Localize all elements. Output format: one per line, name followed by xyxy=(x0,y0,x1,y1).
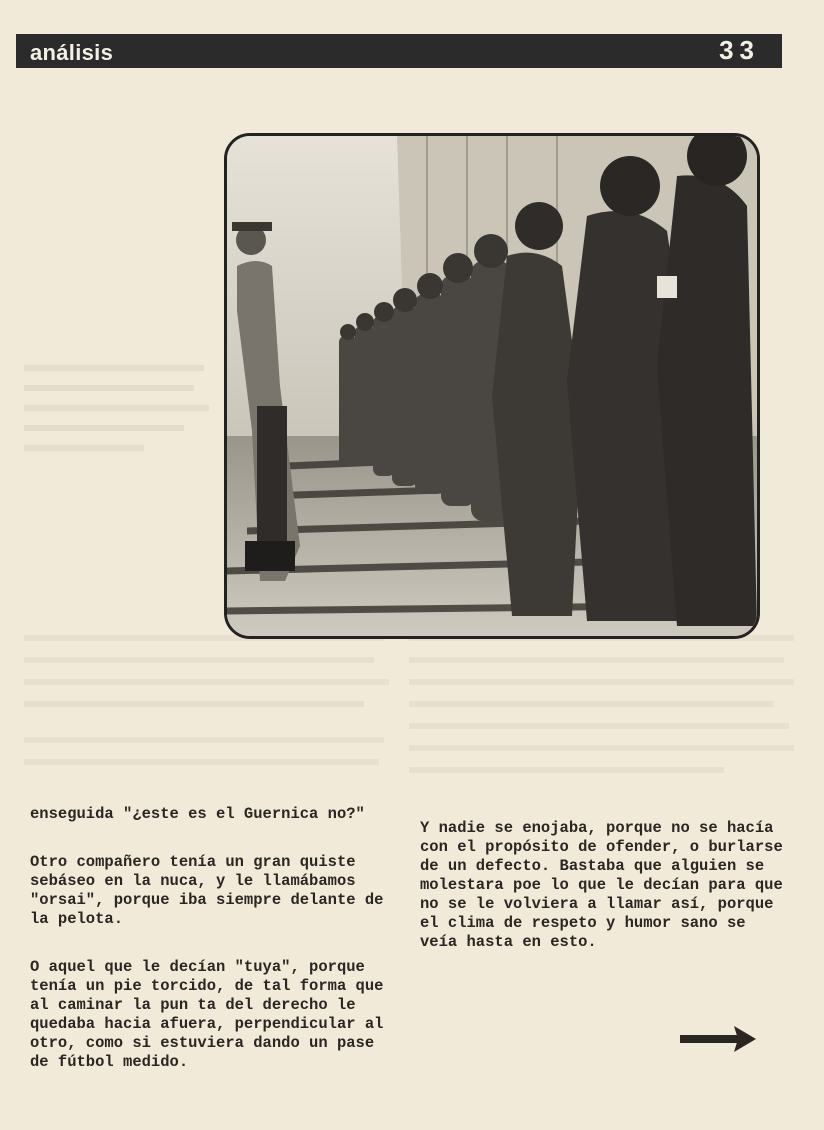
right-arrow-icon xyxy=(678,1024,758,1059)
prisoners-photo xyxy=(224,133,760,639)
bleed-through-texture-middle xyxy=(24,630,804,780)
left-text-column xyxy=(30,786,392,1101)
prisoners-in-line-photo-icon xyxy=(227,136,757,636)
page-number: 33 xyxy=(719,35,760,65)
ghost-lines-middle xyxy=(24,630,804,780)
paragraph: enseguida "¿este es el Guernica no?" xyxy=(30,805,365,823)
ghost-lines-top xyxy=(24,360,214,470)
section-label: análisis xyxy=(30,40,114,65)
paragraph: O aquel que le decían "tuya", porque tenía un pie torcido, de tal forma que al caminar la pun ta del derecho le quedaba hacia afuera, perpendicular al otro, como si estuviera dando un pase de fútbol medido. xyxy=(30,958,384,1071)
bleed-through-texture xyxy=(24,360,214,470)
paragraph: Y nadie se enojaba, porque no se hacía con el propósito de ofender, o burlarse de un defecto. Bastaba que alguien se molestara poe lo que le decían para que no se le volviera a llamar así, porque el clima de respeto y humor sano se veía hasta en esto. xyxy=(420,819,783,951)
right-text-column xyxy=(420,800,790,981)
section-header-bar xyxy=(16,34,782,68)
paragraph: Otro compañero tenía un gran quiste sebáseo en la nuca, y le llamábamos "orsai", porque iba siempre delante de la pelota. xyxy=(30,853,384,928)
